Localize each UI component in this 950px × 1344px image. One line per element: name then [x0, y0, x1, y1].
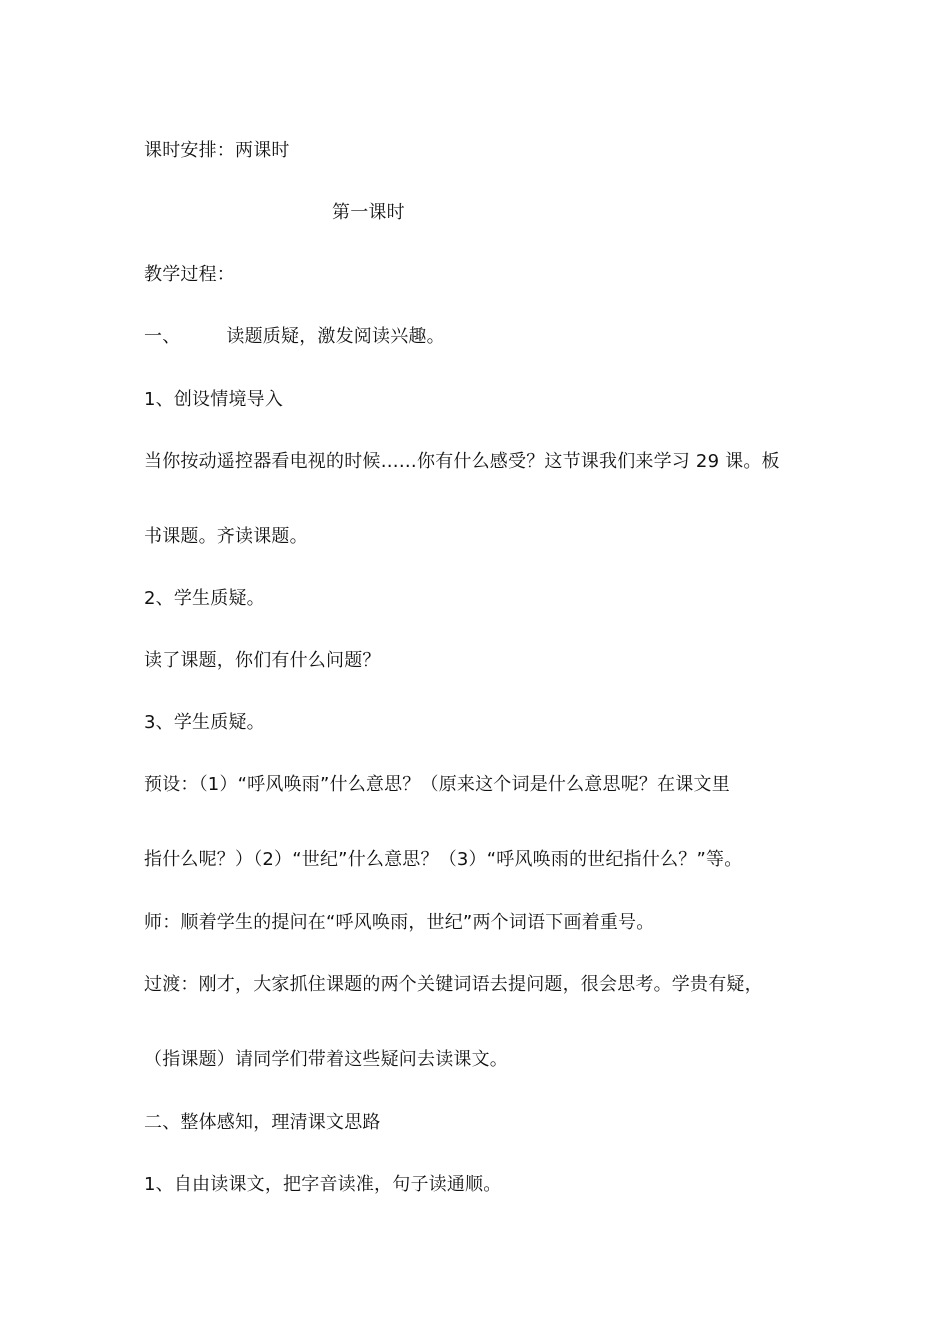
step-one-text-line-1: 当你按动遥控器看电视的时候……你有什么感受？这节课我们来学习 29 课。板 — [144, 451, 780, 472]
section-one-title: 读题质疑，激发阅读兴趣。 — [226, 326, 445, 347]
step-one-text-line-2: 书课题。齐读课题。 — [144, 526, 308, 547]
section-one-number: 一、 — [144, 326, 181, 347]
schedule-line: 课时安排：两课时 — [144, 140, 290, 161]
teacher-note: 师：顺着学生的提问在“呼风唤雨，世纪”两个词语下画着重号。 — [144, 912, 655, 933]
preset-line-2: 指什么呢？）（2）“世纪”什么意思？（3）“呼风唤雨的世纪指什么？”等。 — [144, 849, 743, 870]
step-one-title: 1、创设情境导入 — [144, 389, 284, 410]
preset-line-1: 预设：（1）“呼风唤雨”什么意思？（原来这个词是什么意思呢？在课文里 — [144, 774, 730, 795]
process-heading: 教学过程： — [144, 264, 235, 285]
transition-line-2: （指课题）请同学们带着这些疑问去读课文。 — [144, 1049, 508, 1070]
section-one-heading — [144, 325, 445, 349]
step-two-title: 2、学生质疑。 — [144, 588, 265, 609]
section-two-heading: 二、整体感知，理清课文思路 — [144, 1112, 381, 1133]
step-three-title: 3、学生质疑。 — [144, 712, 265, 733]
transition-line-1: 过渡：刚才，大家抓住课题的两个关键词语去提问题，很会思考。学贵有疑， — [144, 974, 763, 995]
section-two-step-one: 1、自由读课文，把字音读准，句子读通顺。 — [144, 1174, 502, 1195]
step-two-text: 读了课题，你们有什么问题？ — [144, 650, 381, 671]
lesson-title: 第一课时 — [332, 202, 405, 223]
